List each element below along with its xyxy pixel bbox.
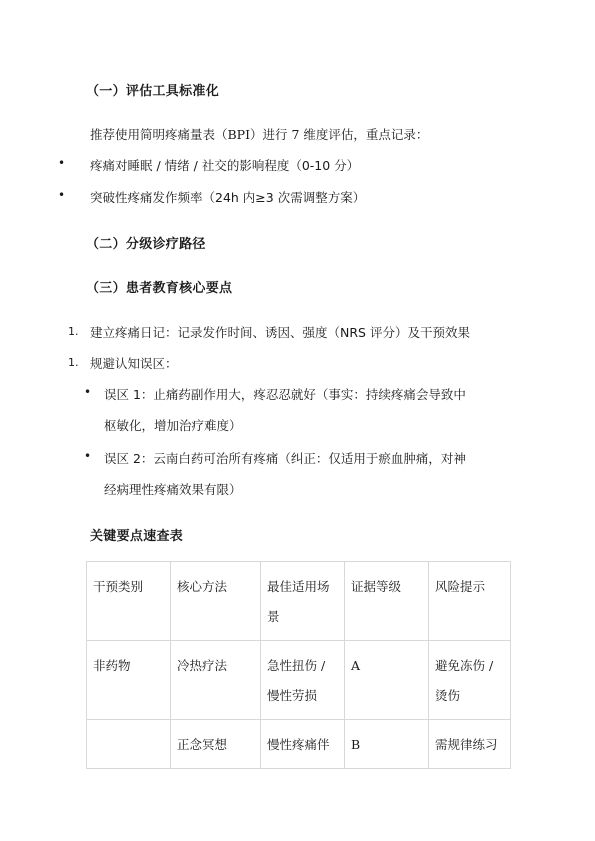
list-item-misconceptions: 规避认知误区： [90,356,178,371]
bullet-dot: • [84,449,92,463]
table-header-cell: 风险提示 [429,562,511,641]
table-cell: 慢性疼痛伴 [261,720,345,769]
table-header-cell: 核心方法 [171,562,261,641]
bullet-dot: • [58,188,66,202]
table-cell: 急性扭伤 / 慢性劳损 [261,641,345,720]
table-header-cell: 最佳适用场景 [261,562,345,641]
table-cell [87,720,171,769]
misconception-2-line1: 误区 2：云南白药可治所有疼痛（纠正：仅适用于瘀血肿痛，对神 [104,451,466,466]
table-row [87,720,511,769]
table-header-cell: 干预类别 [87,562,171,641]
section-heading-education: （三）患者教育核心要点 [86,281,233,296]
quick-reference-table [86,561,511,769]
table-header-cell: 证据等级 [345,562,429,641]
section-heading-assessment: （一）评估工具标准化 [86,84,220,99]
bullet-item-impact: 疼痛对睡眠 / 情绪 / 社交的影响程度（0-10 分） [90,158,360,173]
table-cell: 冷热疗法 [171,641,261,720]
bullet-dot: • [58,156,66,170]
section-heading-triage: （二）分级诊疗路径 [86,237,206,252]
table-cell: 需规律练习 [429,720,511,769]
misconception-2-line2: 经病理性疼痛效果有限） [104,482,242,497]
table-cell: 正念冥想 [171,720,261,769]
table-cell: A [345,641,429,720]
table-cell: B [345,720,429,769]
list-marker: 1. [68,356,79,369]
misconception-1-line1: 误区 1：止痛药副作用大，疼忍忍就好（事实：持续疼痛会导致中 [104,387,466,402]
assessment-intro: 推荐使用简明疼痛量表（BPI）进行 7 维度评估，重点记录： [90,127,429,142]
table-cell: 非药物 [87,641,171,720]
table-header-row [87,562,511,641]
misconception-1-line2: 枢敏化，增加治疗难度） [104,418,242,433]
list-item-pain-diary: 建立疼痛日记：记录发作时间、诱因、强度（NRS 评分）及干预效果 [90,325,470,340]
table-cell: 避免冻伤 / 烫伤 [429,641,511,720]
bullet-item-breakthrough: 突破性疼痛发作频率（24h 内≥3 次需调整方案） [90,190,366,205]
table-title: 关键要点速查表 [90,529,184,544]
list-marker: 1. [68,325,79,338]
table-row [87,641,511,720]
bullet-dot: • [84,385,92,399]
